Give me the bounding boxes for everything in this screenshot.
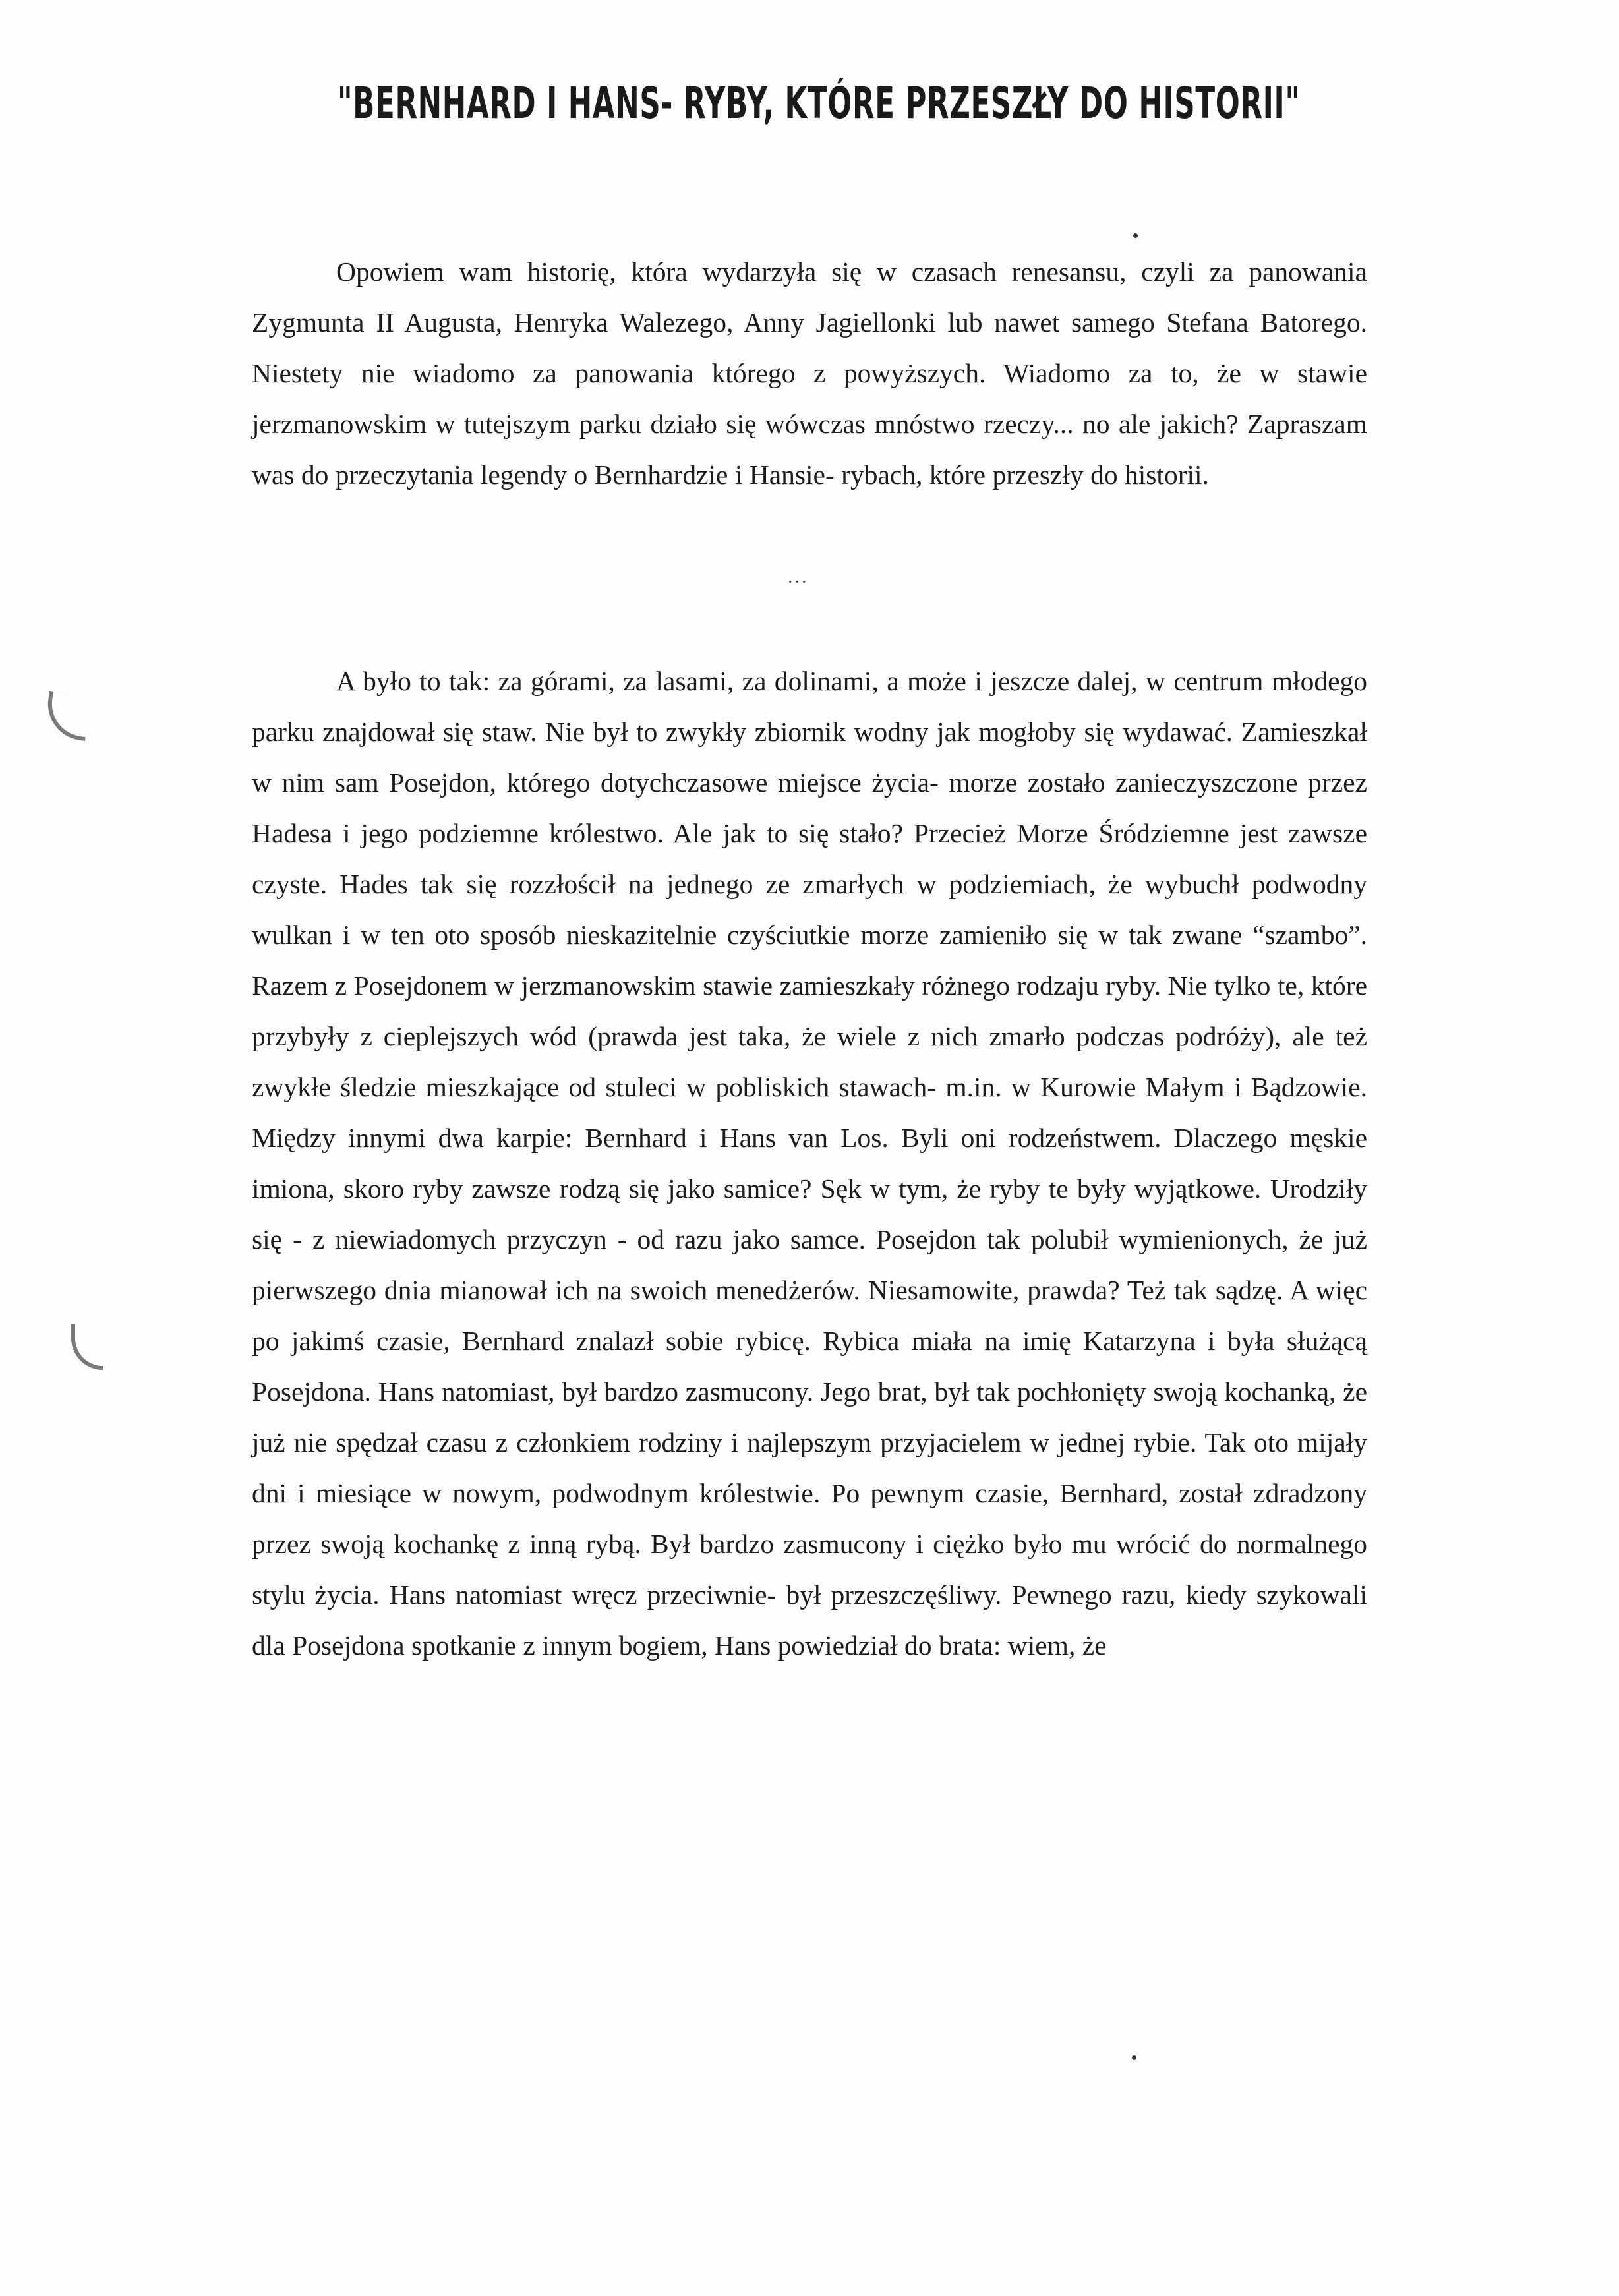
punch-hole-mark (71, 1324, 103, 1370)
story-paragraph-text: A było to tak: za górami, za lasami, za dolinami, a może i jeszcze dalej, w centrum młodego parku znajdował się staw. Nie był to zwykły zbiornik wodny jak mogłoby się wydawać. Zamieszkał w nim sam Posejdon, którego dotychczasowe miejsce życia- morze zostało zanieczyszczone przez Hadesa i jego podziemne królestwo. Ale jak to się stało? Przecież Morze Śródziemne jest zawsze czyste. Hades tak się rozzłościł na jednego ze zmarłych w podziemiach, że wybuchł podwodny wulkan i w ten oto sposób nieskazitelnie czyściutkie morze zamieniło się w tak zwane “szambo”. Razem z Posejdonem w jerzmanowskim stawie zamieszkały różnego rodzaju ryby. Nie tylko te, które przybyły z cieplejszych wód (prawda jest taka, że wiele z nich zmarło podczas podróży), ale też zwykłe śledzie mieszkające od stuleci w pobliskich stawach- m.in. w Kurowie Małym i Bądzowie. Między innymi dwa karpie: Bernhard i Hans van Los. Byli oni rodzeństwem. Dlaczego męskie imiona, skoro ryby zawsze rodzą się jako samice? Sęk w tym, że ryby te były wyjątkowe. Urodziły się - z niewiadomych przyczyn - od razu jako samce. Posejdon tak polubił wymienionych, że już pierwszego dnia mianował ich na swoich menedżerów. Niesamowite, prawda? Też tak sądzę. A więc po jakimś czasie, Bernhard znalazł sobie rybicę. Rybica miała na imię Katarzyna i była służącą Posejdona. Hans natomiast, był bardzo zasmucony. Jego brat, był tak pochłonięty swoją kochanką, że już nie spędzał czasu z członkiem rodziny i najlepszym przyjacielem w jednej rybie. Tak oto mijały dni i miesiące w nowym, podwodnym królestwie. Po pewnym czasie, Bernhard, został zdradzony przez swoją kochankę z inną rybą. Był bardzo zasmucony i ciężko było mu wrócić do normalnego stylu życia. Hans natomiast wręcz przeciwnie- był przeszczęśliwy. Pewnego razu, kiedy szykowali dla Posejdona spotkanie z innym bogiem, Hans powiedział do brata: wiem, że (252, 666, 1367, 1661)
intro-paragraph-text: Opowiem wam historię, która wydarzyła się w czasach renesansu, czyli za panowania Zygmunta II Augusta, Henryka Walezego, Anny Jagiellonki lub nawet samego Stefana Batorego. Niestety nie wiadomo za panowania którego z powyższych. Wiadomo za to, że w stawie jerzmanowskim w tutejszym parku działo się wówczas mnóstwo rzeczy... no ale jakich? Zapraszam was do przeczytania legendy o Bernhardzie i Hansie- rybach, które przeszły do historii. (252, 256, 1367, 490)
section-separator: ... (788, 566, 809, 587)
intro-paragraph (252, 247, 1367, 500)
story-paragraph (252, 656, 1367, 1671)
scan-speck (1132, 2055, 1136, 2060)
scan-speck (1133, 233, 1138, 238)
document-title: "BERNHARD I HANS- RYBY, KTÓRE PRZESZŁY DO HISTORII" (337, 78, 1301, 129)
punch-hole-mark (44, 691, 92, 741)
